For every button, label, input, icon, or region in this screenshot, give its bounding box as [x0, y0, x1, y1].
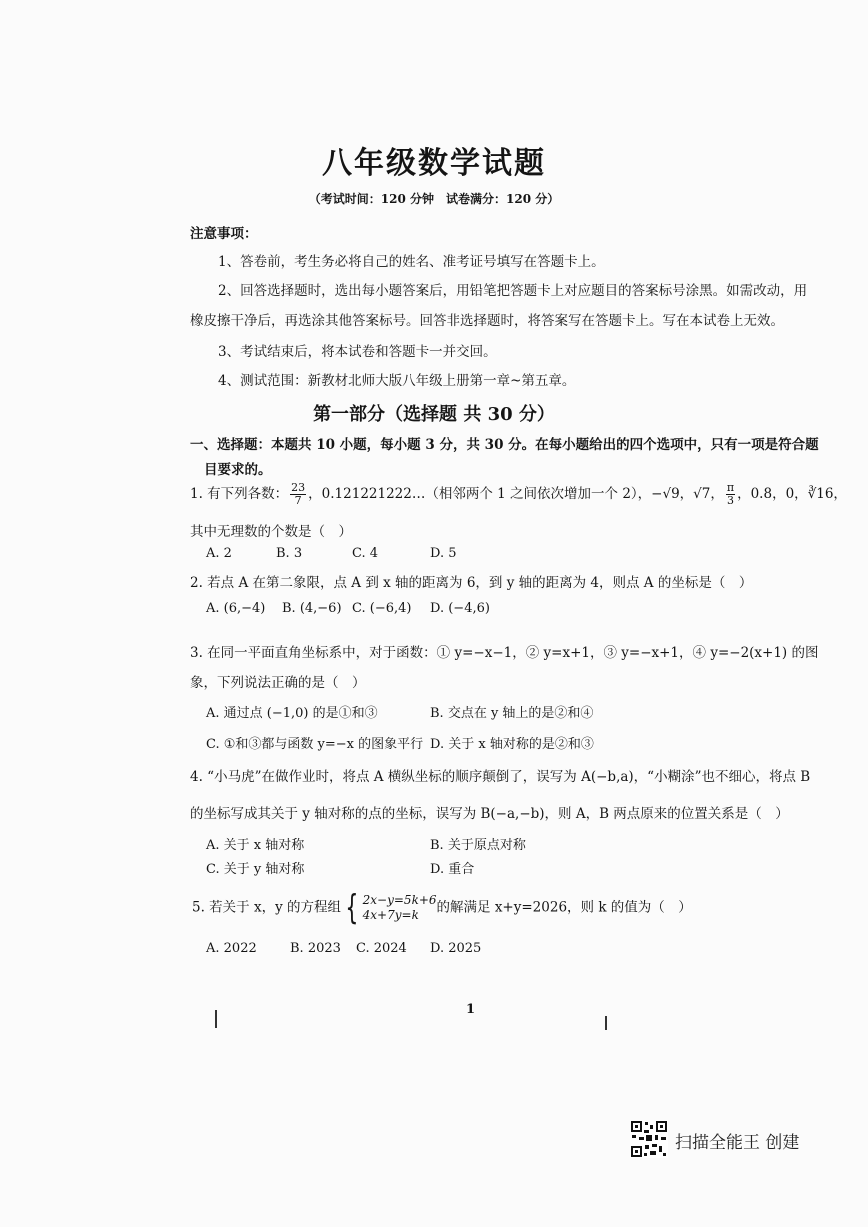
note-item-4: 4、测试范围：新教材北师大版八年级上册第一章~第五章。 [218, 373, 576, 389]
part-one-instructions: 一、选择题：本题共 10 小题，每小题 3 分，共 30 分。在每小题给出的四个选项中，只有一项是符合题 [190, 437, 819, 453]
notes-heading: 注意事项： [190, 226, 258, 242]
q4-option-c: C. 关于 y 轴对称 [206, 862, 305, 877]
question-1-stem [190, 482, 847, 507]
q1-option-a: A. 2 [206, 546, 232, 561]
q4-option-a: A. 关于 x 轴对称 [206, 838, 305, 853]
q5-suffix: 的解满足 x+y=2026，则 k 的值为（ ） [436, 899, 692, 916]
note-item-2: 2、回答选择题时，选出每小题答案后，用铅笔把答题卡上对应题目的答案标号涂黑。如需改动，用 [218, 283, 808, 299]
q5-prefix: 5. 若关于 x，y 的方程组 [192, 899, 341, 916]
q4-option-d: D. 重合 [430, 862, 475, 877]
section-title: 第一部分（选择题 共 30 分） [313, 404, 555, 425]
frac-denominator: 3 [726, 494, 734, 507]
equation-1: 2x−y=5k+6 [362, 893, 437, 907]
question-3-stem-cont: 象，下列说法正确的是（ ） [190, 675, 366, 691]
frac-numerator: 23 [291, 481, 306, 494]
qr-code-icon [630, 1120, 668, 1158]
scan-mark-left [215, 1010, 217, 1028]
q3-option-d: D. 关于 x 轴对称的是②和③ [430, 737, 594, 752]
fraction-pi-3 [726, 482, 735, 507]
q5-option-a: A. 2022 [206, 941, 257, 956]
question-5-stem [192, 888, 692, 928]
q2-option-b: B. (4,−6) [282, 601, 342, 616]
q3-option-a: A. 通过点 (−1,0) 的是①和③ [206, 706, 378, 721]
question-2-stem: 2. 若点 A 在第二象限，点 A 到 x 轴的距离为 6，到 y 轴的距离为 4，则点 A 的坐标是（ ） [190, 575, 753, 591]
note-item-2-cont: 橡皮擦干净后，再选涂其他答案标号。回答非选择题时，将答案写在答题卡上。写在本试卷上无效。 [190, 313, 784, 329]
equation-2: 4x+7y=k [362, 908, 419, 922]
part-one-instructions-cont: 目要求的。 [204, 462, 272, 478]
q1-prefix: 1. 有下列各数： [190, 486, 289, 502]
frac-denominator: 7 [294, 494, 302, 507]
q1-middle: ，0.121221222…（相邻两个 1 之间依次增加一个 2），−√9，√7， [308, 486, 724, 502]
note-item-3: 3、考试结束后，将本试卷和答题卡一并交回。 [218, 344, 497, 360]
q1-option-c: C. 4 [352, 546, 379, 561]
q1-suffix: ，0.8，0，∛16， [737, 486, 847, 502]
q3-option-b: B. 交点在 y 轴上的是②和④ [430, 706, 594, 721]
frac-numerator: π [726, 481, 735, 494]
scan-mark-right [605, 1016, 607, 1030]
page-title: 八年级数学试题 [322, 146, 546, 181]
q2-option-a: A. (6,−4) [206, 601, 266, 616]
question-4-stem: 4. “小马虎”在做作业时，将点 A 横纵坐标的顺序颠倒了，误写为 A(−b,a)，“小糊涂”也不细心，将点 B [190, 769, 811, 785]
q2-option-c: C. (−6,4) [352, 601, 412, 616]
q3-option-c: C. ①和③都与函数 y=−x 的图象平行 [206, 737, 424, 752]
q5-option-c: C. 2024 [356, 941, 407, 956]
question-3-stem: 3. 在同一平面直角坐标系中，对于函数：① y=−x−1，② y=x+1，③ y=−x+1，④ y=−2(x+1) 的图 [190, 645, 819, 661]
note-item-1: 1、答卷前，考生务必将自己的姓名、准考证号填写在答题卡上。 [218, 254, 605, 270]
equation-system [363, 893, 437, 923]
brace-icon: { [345, 888, 359, 928]
q4-option-b: B. 关于原点对称 [430, 838, 526, 853]
q5-option-d: D. 2025 [430, 941, 482, 956]
fraction-23-7 [290, 482, 306, 507]
q5-option-b: B. 2023 [290, 941, 341, 956]
q1-option-b: B. 3 [276, 546, 303, 561]
question-4-stem-cont: 的坐标写成其关于 y 轴对称的点的坐标，误写为 B(−a,−b)，则 A，B 两点原来的位置关系是（ ） [190, 806, 789, 822]
question-1-stem-cont: 其中无理数的个数是（ ） [190, 524, 352, 540]
watermark-text: 扫描全能王 创建 [675, 1133, 800, 1153]
q1-option-d: D. 5 [430, 546, 457, 561]
q2-option-d: D. (−4,6) [430, 601, 490, 616]
exam-info: （考试时间：120 分钟 试卷满分：120 分） [308, 192, 560, 206]
page-number: 1 [466, 1002, 476, 1017]
